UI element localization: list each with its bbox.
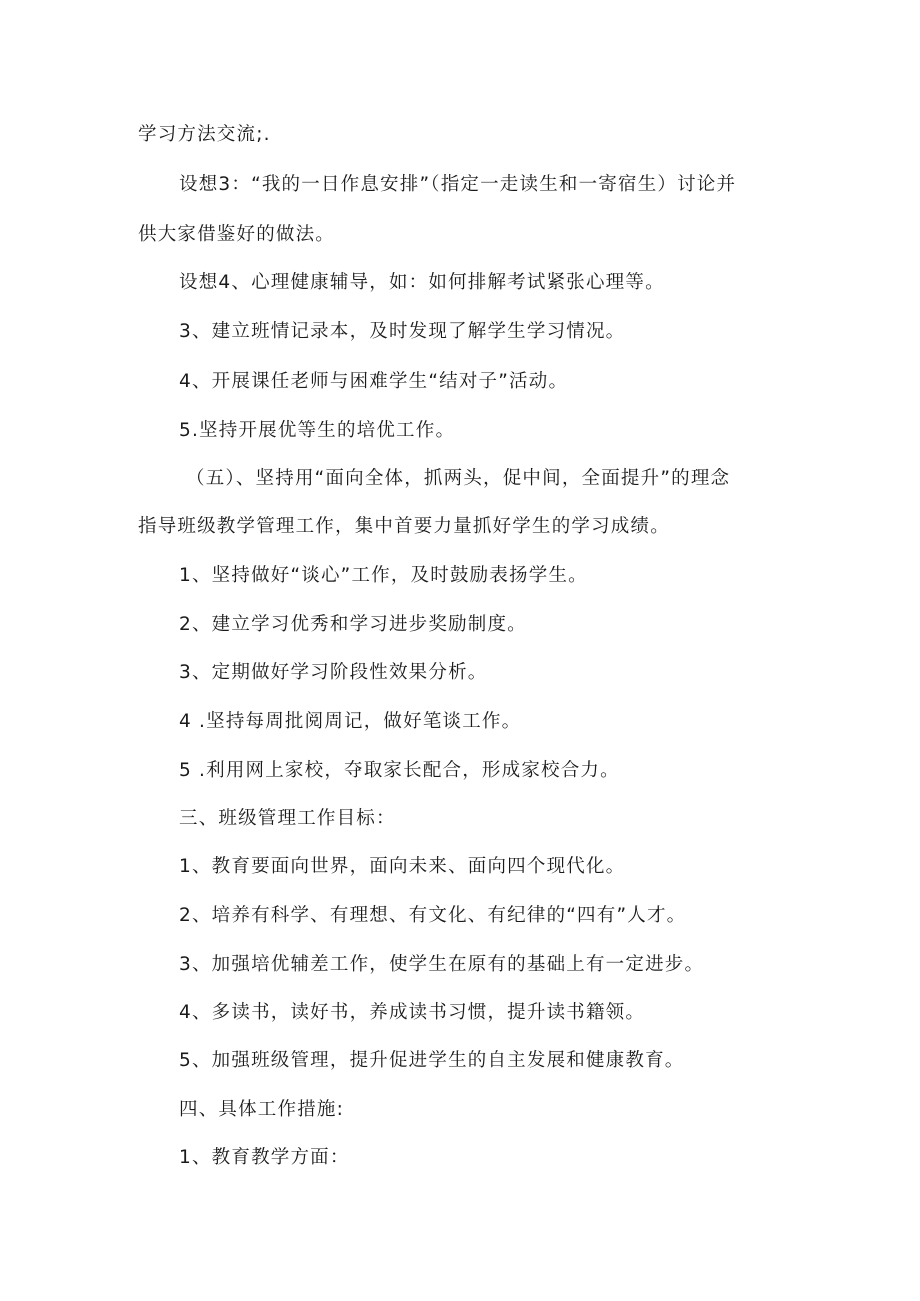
text-line-4: 设想4、心理健康辅导，如：如何排解考试紧张心理等。 [179,272,665,293]
text-line-2: 设想3：“我的一日作息安排”（指定一走读生和一寄宿生）讨论并 [179,174,737,195]
text-line-8: （五）、坚持用“面向全体，抓两头，促中间，全面提升”的理念 [186,468,731,489]
text-line-16: 1、教育要面向世界，面向未来、面向四个现代化。 [179,856,626,877]
text-line-22: 1、教育教学方面： [179,1147,350,1168]
text-line-1: 学习方法交流;. [138,124,271,145]
text-line-10: 1、坚持做好“谈心”工作，及时鼓励表扬学生。 [179,565,588,586]
text-line-3: 供大家借鉴好的做法。 [138,224,336,245]
text-line-7: 5.坚持开展优等生的培优工作。 [179,420,456,441]
text-line-21: 四、具体工作措施: [179,1099,345,1120]
text-line-12: 3、定期做好学习阶段性效果分析。 [179,662,488,683]
text-line-11: 2、建立学习优秀和学习进步奖励制度。 [179,614,527,635]
text-line-17: 2、培养有科学、有理想、有文化、有纪律的“四有”人才。 [179,905,687,926]
text-line-19: 4、多读书，读好书，养成读书习惯，提升读书籍领。 [179,1002,646,1023]
text-line-6: 4、开展课任老师与困难学生“结对子”活动。 [179,371,569,392]
text-line-18: 3、加强培优辅差工作，使学生在原有的基础上有一定进步。 [179,954,705,975]
text-line-14: 5 .利用网上家校，夺取家长配合，形成家校合力。 [179,760,620,781]
text-line-9: 指导班级教学管理工作，集中首要力量抓好学生的学习成绩。 [138,516,670,537]
text-line-20: 5、加强班级管理，提升促进学生的自主发展和健康教育。 [179,1050,685,1071]
text-line-5: 3、建立班情记录本，及时发现了解学生学习情况。 [179,321,626,342]
text-line-13: 4 .坚持每周批阅周记，做好笔谈工作。 [179,711,522,732]
text-line-15: 三、班级管理工作目标： [179,808,396,829]
